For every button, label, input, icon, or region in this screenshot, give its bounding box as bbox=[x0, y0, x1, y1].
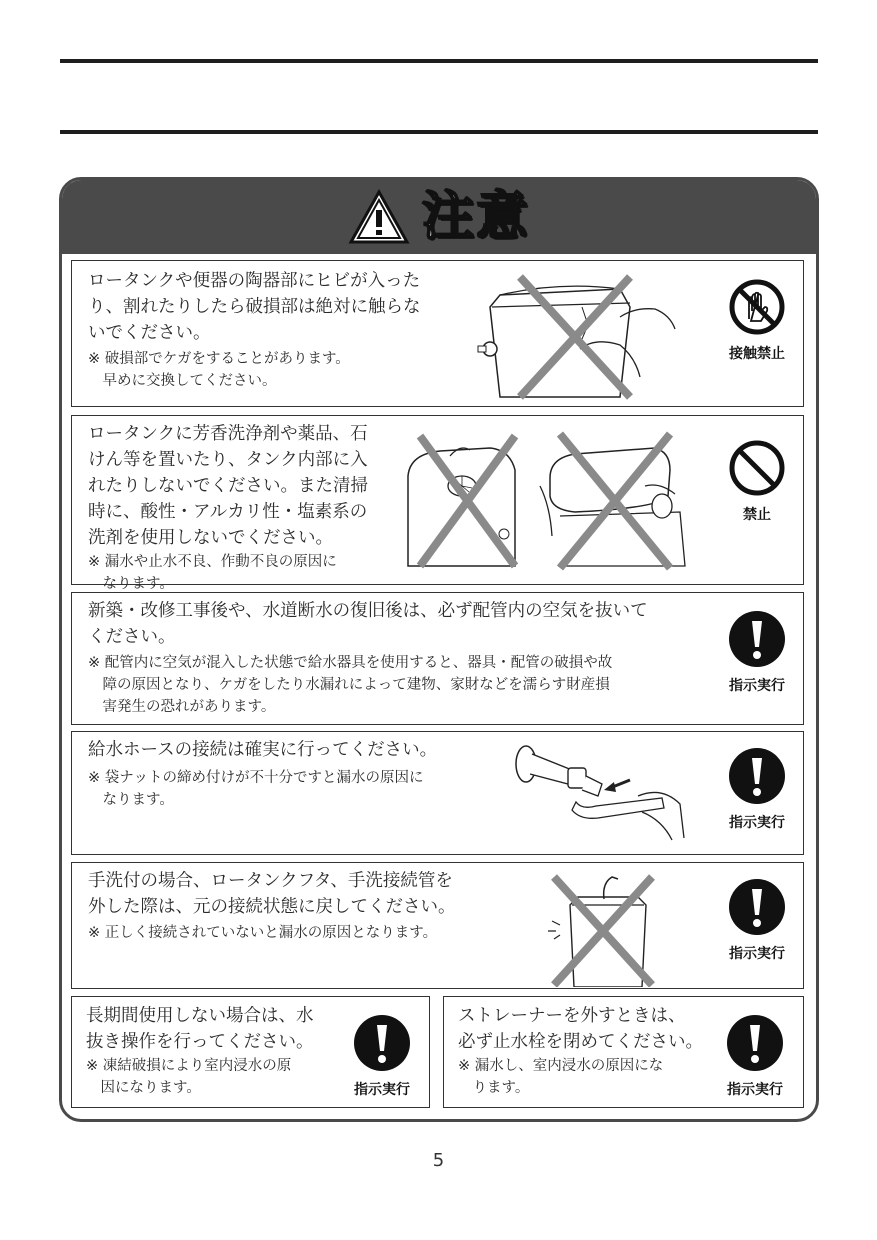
caution-title: 注意 bbox=[421, 187, 530, 247]
section-main-line: ください。 bbox=[88, 627, 176, 647]
section-main-line: 新築・改修工事後や、水道断水の復旧後は、必ず配管内の空気を抜いて bbox=[88, 601, 648, 621]
mandatory-action-icon bbox=[727, 609, 787, 669]
section-main-line: れたりしないでください。また清掃 bbox=[88, 476, 368, 496]
mandatory-symbol bbox=[717, 877, 797, 963]
section-main-line: 給水ホースの接続は確実に行ってください。 bbox=[88, 740, 438, 760]
section-main-line: 外した際は、元の接続状態に戻してください。 bbox=[88, 897, 456, 917]
symbol-label: 指示実行 bbox=[729, 815, 785, 831]
symbol-label: 指示実行 bbox=[727, 1082, 783, 1098]
tank-chemicals-illustration bbox=[400, 426, 690, 576]
section-note-line: ※ 漏水や止水不良、作動不良の原因に bbox=[88, 554, 337, 570]
mandatory-symbol bbox=[342, 1013, 422, 1099]
section-main-line: 手洗付の場合、ロータンクフタ、手洗接続管を bbox=[88, 871, 453, 891]
prohibition-icon bbox=[727, 438, 787, 498]
section-main-line: 時に、酸性・アルカリ性・塩素系の bbox=[88, 502, 368, 522]
section-reconnect bbox=[71, 862, 804, 989]
section-cracked-ceramic bbox=[71, 260, 804, 407]
section-main-line: り、割れたりしたら破損部は絶対に触らな bbox=[88, 297, 421, 317]
mandatory-symbol bbox=[717, 746, 797, 832]
mandatory-action-icon bbox=[725, 1013, 785, 1073]
section-note-line: なります。 bbox=[88, 576, 174, 592]
section-main-line: 必ず止水栓を閉めてください。 bbox=[458, 1032, 703, 1052]
mandatory-action-icon bbox=[727, 746, 787, 806]
section-no-chemicals bbox=[71, 415, 804, 592]
section-main-line: ロータンクに芳香洗浄剤や薬品、石 bbox=[88, 424, 368, 444]
hose-wrench-illustration bbox=[512, 740, 692, 850]
section-hose-connection bbox=[71, 731, 804, 855]
prohibition-symbol bbox=[717, 438, 797, 524]
section-note-line: 害発生の恐れがあります。 bbox=[88, 699, 276, 715]
section-main-line: ロータンクや便器の陶器部にヒビが入った bbox=[88, 271, 421, 291]
section-note-line: ります。 bbox=[458, 1080, 530, 1096]
section-drain-water bbox=[71, 996, 430, 1108]
section-note-line: ※ 凍結破損により室内浸水の原 bbox=[86, 1058, 292, 1074]
section-note-line: ※ 配管内に空気が混入した状態で給水器具を使用すると、器具・配管の破損や故 bbox=[88, 655, 613, 671]
section-main-line: 長期間使用しない場合は、水 bbox=[86, 1006, 314, 1026]
section-main-line: 洗剤を使用しないでください。 bbox=[88, 528, 333, 548]
symbol-label: 指示実行 bbox=[729, 678, 785, 694]
page-number: 5 bbox=[432, 1150, 445, 1171]
section-main-line: いでください。 bbox=[88, 323, 211, 343]
no-touch-symbol bbox=[717, 277, 797, 363]
section-strainer bbox=[443, 996, 804, 1108]
top-rule bbox=[60, 59, 818, 63]
warning-triangle-icon bbox=[348, 189, 410, 245]
second-rule bbox=[60, 130, 818, 134]
section-note-line: ※ 袋ナットの締め付けが不十分ですと漏水の原因に bbox=[88, 770, 424, 786]
section-air-bleed bbox=[71, 592, 804, 725]
section-note-line: 因になります。 bbox=[86, 1080, 201, 1096]
section-main-line: けん等を置いたり、タンク内部に入 bbox=[88, 450, 368, 470]
tank-leak-illustration bbox=[542, 869, 662, 987]
caution-header bbox=[62, 180, 816, 254]
section-main-line: 抜き操作を行ってください。 bbox=[86, 1032, 314, 1052]
mandatory-symbol bbox=[717, 609, 797, 695]
symbol-label: 接触禁止 bbox=[729, 346, 785, 362]
section-note-line: ※ 漏水し、室内浸水の原因にな bbox=[458, 1058, 664, 1074]
section-note-line: なります。 bbox=[88, 792, 174, 808]
tank-crack-illustration bbox=[470, 267, 690, 401]
section-note-line: 早めに交換してください。 bbox=[88, 373, 277, 389]
no-touch-icon bbox=[727, 277, 787, 337]
mandatory-action-icon bbox=[727, 877, 787, 937]
symbol-label: 指示実行 bbox=[354, 1082, 410, 1098]
symbol-label: 禁止 bbox=[743, 507, 771, 523]
mandatory-symbol bbox=[715, 1013, 795, 1099]
section-note-line: ※ 破損部でケガをすることがあります。 bbox=[88, 351, 350, 367]
mandatory-action-icon bbox=[352, 1013, 412, 1073]
section-note-line: ※ 正しく接続されていないと漏水の原因となります。 bbox=[88, 925, 438, 941]
symbol-label: 指示実行 bbox=[729, 946, 785, 962]
section-main-line: ストレーナーを外すときは、 bbox=[458, 1006, 686, 1026]
section-note-line: 障の原因となり、ケガをしたり水漏れによって建物、家財などを濡らす財産損 bbox=[88, 677, 610, 693]
